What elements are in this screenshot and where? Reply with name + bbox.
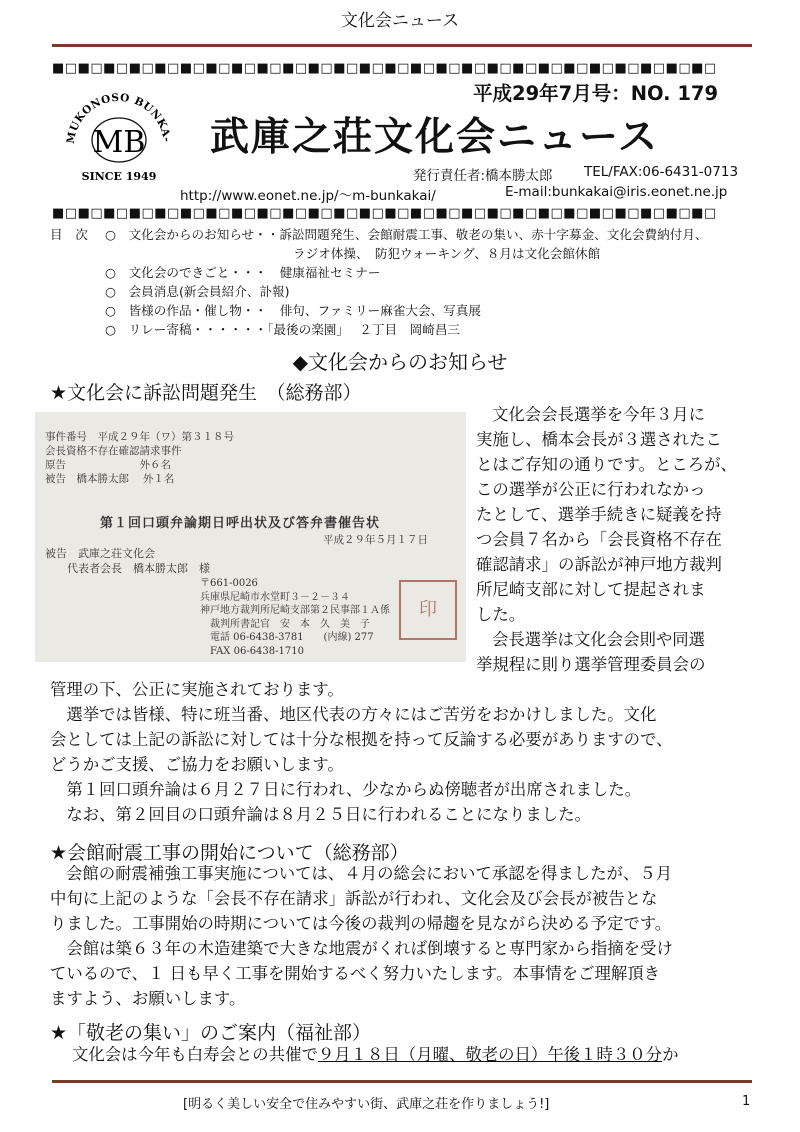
publisher: 発行責任者:橋本勝太郎	[413, 168, 553, 184]
toc-item: ラジオ体操、 防犯ウォーキング、８月は文化会館休館	[293, 246, 601, 261]
toc-item: ○ リレー寄稿・・・・・・「最後の楽園」 ２丁目 岡崎昌三	[105, 322, 461, 337]
article-heading-elderly: ★「敬老の集い」のご案内（福祉部）	[50, 1022, 372, 1044]
paragraph-line: 第１回口頭弁論は６月２７日に行われ、少なからぬ傍聴者が出席されました。	[50, 780, 642, 799]
tel-fax: TEL/FAX:06-6431-0713	[584, 164, 739, 180]
event-intro: 文化会は今年も白寿会との共催で	[72, 1045, 318, 1064]
paragraph-line: なお、第２回目の口頭弁論は８月２５日に行われることになりました。	[50, 805, 591, 824]
running-title: 文化会ニュース	[340, 11, 460, 31]
paragraph-line: 挙規程に則り選挙管理委員会の	[476, 655, 706, 674]
paragraph-line: つ会員７名から「会長資格不存在	[476, 530, 722, 549]
decorative-pattern-bottom: ■□■□■□■□■□■□■□■□■□■□■□■□■□■□■□■□■□■□■□■□■□■□■□■□■□■□	[52, 206, 717, 221]
logo-since: SINCE 1949	[81, 170, 157, 183]
toc-label: 目 次	[50, 227, 88, 242]
paragraph-line: 選挙では皆様、特に班当番、地区代表の方々にはご苦労をおかけしました。文化	[50, 705, 657, 724]
paragraph-line: 管理の下、公正に実施されております。	[50, 680, 344, 699]
article-heading-seismic: ★会館耐震工事の開始について（総務部）	[50, 842, 409, 864]
paragraph-line: 会長選挙は文化会会則や同選	[492, 630, 706, 649]
paragraph-line: 実施し、橋本会長が３選されたこ	[476, 430, 722, 449]
doc-line: 代表者会長 橋本勝太郎 様	[45, 562, 210, 575]
paragraph-line: 確認請求」の訴訟が神戸地方裁判	[476, 555, 722, 574]
doc-line: 被告 武庫之荘文化会	[45, 547, 155, 560]
email-link[interactable]: E-mail:bunkakai@iris.eonet.ne.jp	[505, 184, 728, 200]
paragraph-line: 文化会会長選挙を今年３月に	[492, 405, 706, 424]
paragraph-line: 中旬に上記のような「会長不存在請求」訴訟が行われ、文化会及び会長が被告とな	[50, 889, 658, 908]
newsletter-title: 武庫之荘文化会ニュース	[210, 115, 660, 160]
paragraph-line: した。	[476, 605, 526, 624]
toc-item: ○ 文化会からのお知らせ・・訴訟問題発生、会館耐震工事、敬老の集い、赤十字募金、文化会費納付月、	[105, 227, 708, 242]
paragraph-line	[72, 1043, 678, 1067]
doc-line: 原告 外６名	[45, 459, 171, 471]
issue-number: 平成29年7月号：NO. 179	[473, 82, 719, 105]
header-rule	[52, 44, 752, 47]
club-logo	[58, 80, 180, 186]
toc-item: ○ 皆様の作品・催し物・・ 俳句、ファミリー麻雀大会、写真展	[105, 303, 481, 318]
doc-line: 裁判所書記官 安 本 久 美 子	[200, 618, 370, 630]
paragraph-line: ますよう、お願いします。	[50, 989, 246, 1008]
paragraph-line: 会館の耐震補強工事実施については、４月の総会において承認を得ましたが、５月	[66, 864, 673, 883]
event-date: ９月１８日（月曜、敬老の日）午後１時３０分	[317, 1045, 663, 1064]
paragraph-line: たとして、選挙手続きに疑義を持	[476, 505, 722, 524]
doc-line: 兵庫県尼崎市水堂町３－２－３４	[200, 591, 350, 603]
doc-line: 神戸地方裁判所尼崎支部第２民事部１Ａ係	[200, 605, 390, 616]
paragraph-line: 会館は築６３年の木造建築で大きな地震がくれば倒壊すると専門家から指摘を受け	[50, 939, 673, 958]
paragraph-line: どうかご支援、ご協力をお願いします。	[50, 755, 344, 774]
paragraph-line: この選挙が公正に行われなかっ	[476, 480, 706, 499]
toc-item: ○ 文化会のできごと・・・ 健康福祉セミナー	[105, 265, 381, 280]
court-document-photo	[35, 412, 466, 662]
doc-line: 会長資格不存在確認請求事件	[45, 445, 182, 457]
logo-initials: MB	[92, 125, 146, 160]
paragraph-line: りました。工事開始の時期については今後の裁判の帰趨を見ながら決める予定です。	[50, 914, 672, 933]
doc-date: 平成２９年５月１７日	[323, 534, 428, 546]
footer-rule	[52, 1080, 752, 1083]
article-heading-lawsuit: ★文化会に訴訟問題発生 （総務部）	[50, 382, 362, 404]
paragraph-line: とはご存知の通りです。ところが、	[476, 455, 737, 474]
court-seal: 印	[399, 580, 457, 640]
doc-line: 事件番号 平成２９年（ワ）第３１８号	[45, 431, 234, 443]
doc-line: 電話 06-6438-3781 (内線) 277	[200, 632, 374, 643]
toc-item: ○ 会員消息(新会員紹介、訃報)	[105, 284, 290, 299]
svg-text:MUKONOSO BUNKA-KAI: MUKONOSO BUNKA-	[64, 91, 173, 145]
doc-line: 〒661-0026	[200, 578, 258, 589]
paragraph-line: 会としては上記の訴訟に対しては十分な根拠を持って反論する必要がありますので、	[50, 730, 673, 749]
decorative-pattern-top: ■□■□■□■□■□■□■□■□■□■□■□■□■□■□■□■□■□■□■□■□■□■□■□■□■□■□	[52, 61, 717, 76]
doc-line: 被告 橋本勝太郎 外１名	[45, 473, 175, 485]
paragraph-line: ているので、１ 日も早く工事を開始するべく努力いたします。本事情をご理解頂き	[50, 964, 661, 983]
section-heading: ◆文化会からのお知らせ	[292, 350, 508, 374]
paragraph-line: 所尼崎支部に対して提起されま	[476, 580, 706, 599]
event-cont: か	[662, 1045, 679, 1064]
website-link[interactable]: http://www.eonet.ne.jp/～m-bunkakai/	[180, 188, 436, 204]
doc-title: 第１回口頭弁論期日呼出状及び答弁書催告状	[100, 516, 381, 531]
footer-slogan: [明るく美しい安全で住みやすい街、武庫之荘を作りましょう!]	[183, 1097, 550, 1112]
page-number: 1	[742, 1094, 751, 1109]
doc-line: FAX 06-6438-1710	[200, 645, 304, 657]
